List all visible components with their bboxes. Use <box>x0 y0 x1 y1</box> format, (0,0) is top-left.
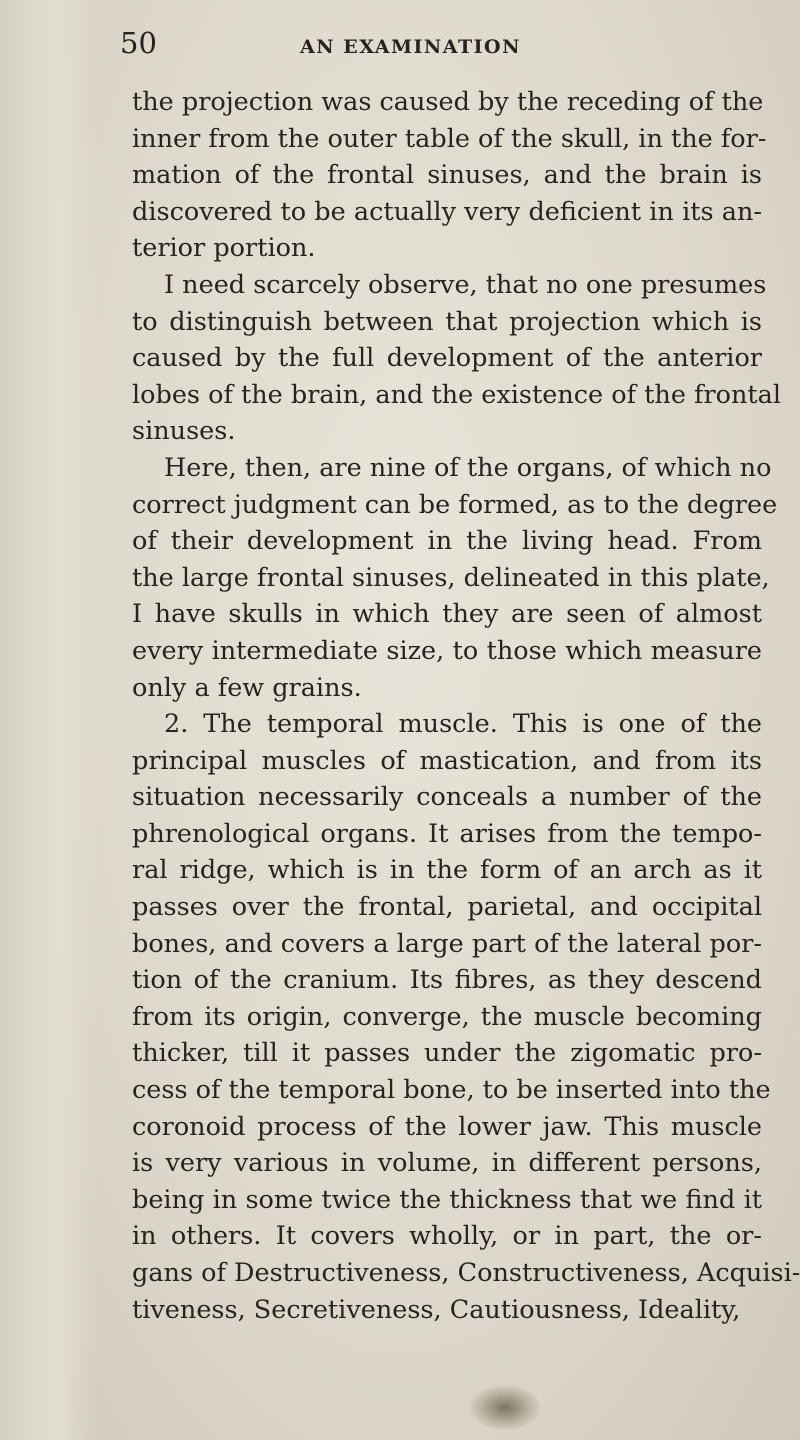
text-line: is very various in volume, in different persons, <box>132 1148 762 1179</box>
text-line: thicker, till it passes under the zigomatic pro- <box>132 1038 762 1069</box>
text-line: the large frontal sinuses, delineated in this plate, <box>132 562 770 593</box>
text-line: tion of the cranium. Its fibres, as they descend <box>132 965 762 996</box>
text-line: passes over the frontal, parietal, and occipital <box>132 892 762 923</box>
body-text <box>132 84 800 1328</box>
paragraph <box>132 706 800 1328</box>
text-line: from its origin, converge, the muscle becoming <box>132 1001 762 1032</box>
text-line: cess of the temporal bone, to be inserted into the <box>132 1075 771 1106</box>
text-line: discovered to be actually very deficient in its an- <box>132 196 762 227</box>
text-line: sinuses. <box>132 416 236 447</box>
text-line: I need scarcely observe, that no one presumes <box>164 269 767 300</box>
text-line: mation of the frontal sinuses, and the brain is <box>132 160 762 191</box>
text-line: situation necessarily conceals a number of the <box>132 782 762 813</box>
text-line: in others. It covers wholly, or in part, the or- <box>132 1221 762 1252</box>
text-line: the projection was caused by the receding of the <box>132 87 764 117</box>
text-line: bones, and covers a large part of the lateral por- <box>132 928 762 959</box>
text-line: I have skulls in which they are seen of almost <box>132 599 762 630</box>
text-line: terior portion. <box>132 233 316 264</box>
text-line: phrenological organs. It arises from the tempo- <box>132 818 762 849</box>
text-line: coronoid process of the lower jaw. This muscle <box>132 1111 762 1142</box>
ink-smudge <box>470 1385 540 1430</box>
running-head <box>120 26 760 66</box>
page-gutter-shadow <box>0 0 95 1440</box>
text-line: every intermediate size, to those which measure <box>132 635 762 666</box>
text-line: correct judgment can be formed, as to the degree <box>132 489 778 520</box>
text-line: gans of Destructiveness, Constructiveness, Acquisi- <box>132 1258 800 1288</box>
text-line: being in some twice the thickness that we find it <box>132 1184 762 1215</box>
paragraph <box>132 84 767 267</box>
paragraph <box>132 267 782 450</box>
paragraph <box>132 450 778 706</box>
text-line: lobes of the brain, and the existence of the frontal <box>132 379 782 410</box>
text-line: to distinguish between that projection which is <box>132 306 762 337</box>
text-line: 2. The temporal muscle. This is one of the <box>164 709 762 740</box>
page-number: 50 <box>120 26 157 60</box>
text-line: principal muscles of mastication, and from its <box>132 745 762 776</box>
text-line: ral ridge, which is in the form of an arch as it <box>132 855 762 886</box>
text-line: caused by the full development of the anterior <box>132 343 762 374</box>
text-line: tiveness, Secretiveness, Cautiousness, Ideality, <box>132 1294 741 1325</box>
text-line: inner from the outer table of the skull, in the for- <box>132 123 767 154</box>
text-line: only a few grains. <box>132 672 362 703</box>
text-line: of their development in the living head. From <box>132 526 762 557</box>
text-line: Here, then, are nine of the organs, of which no <box>164 452 772 483</box>
running-head-title: AN EXAMINATION <box>300 36 521 58</box>
